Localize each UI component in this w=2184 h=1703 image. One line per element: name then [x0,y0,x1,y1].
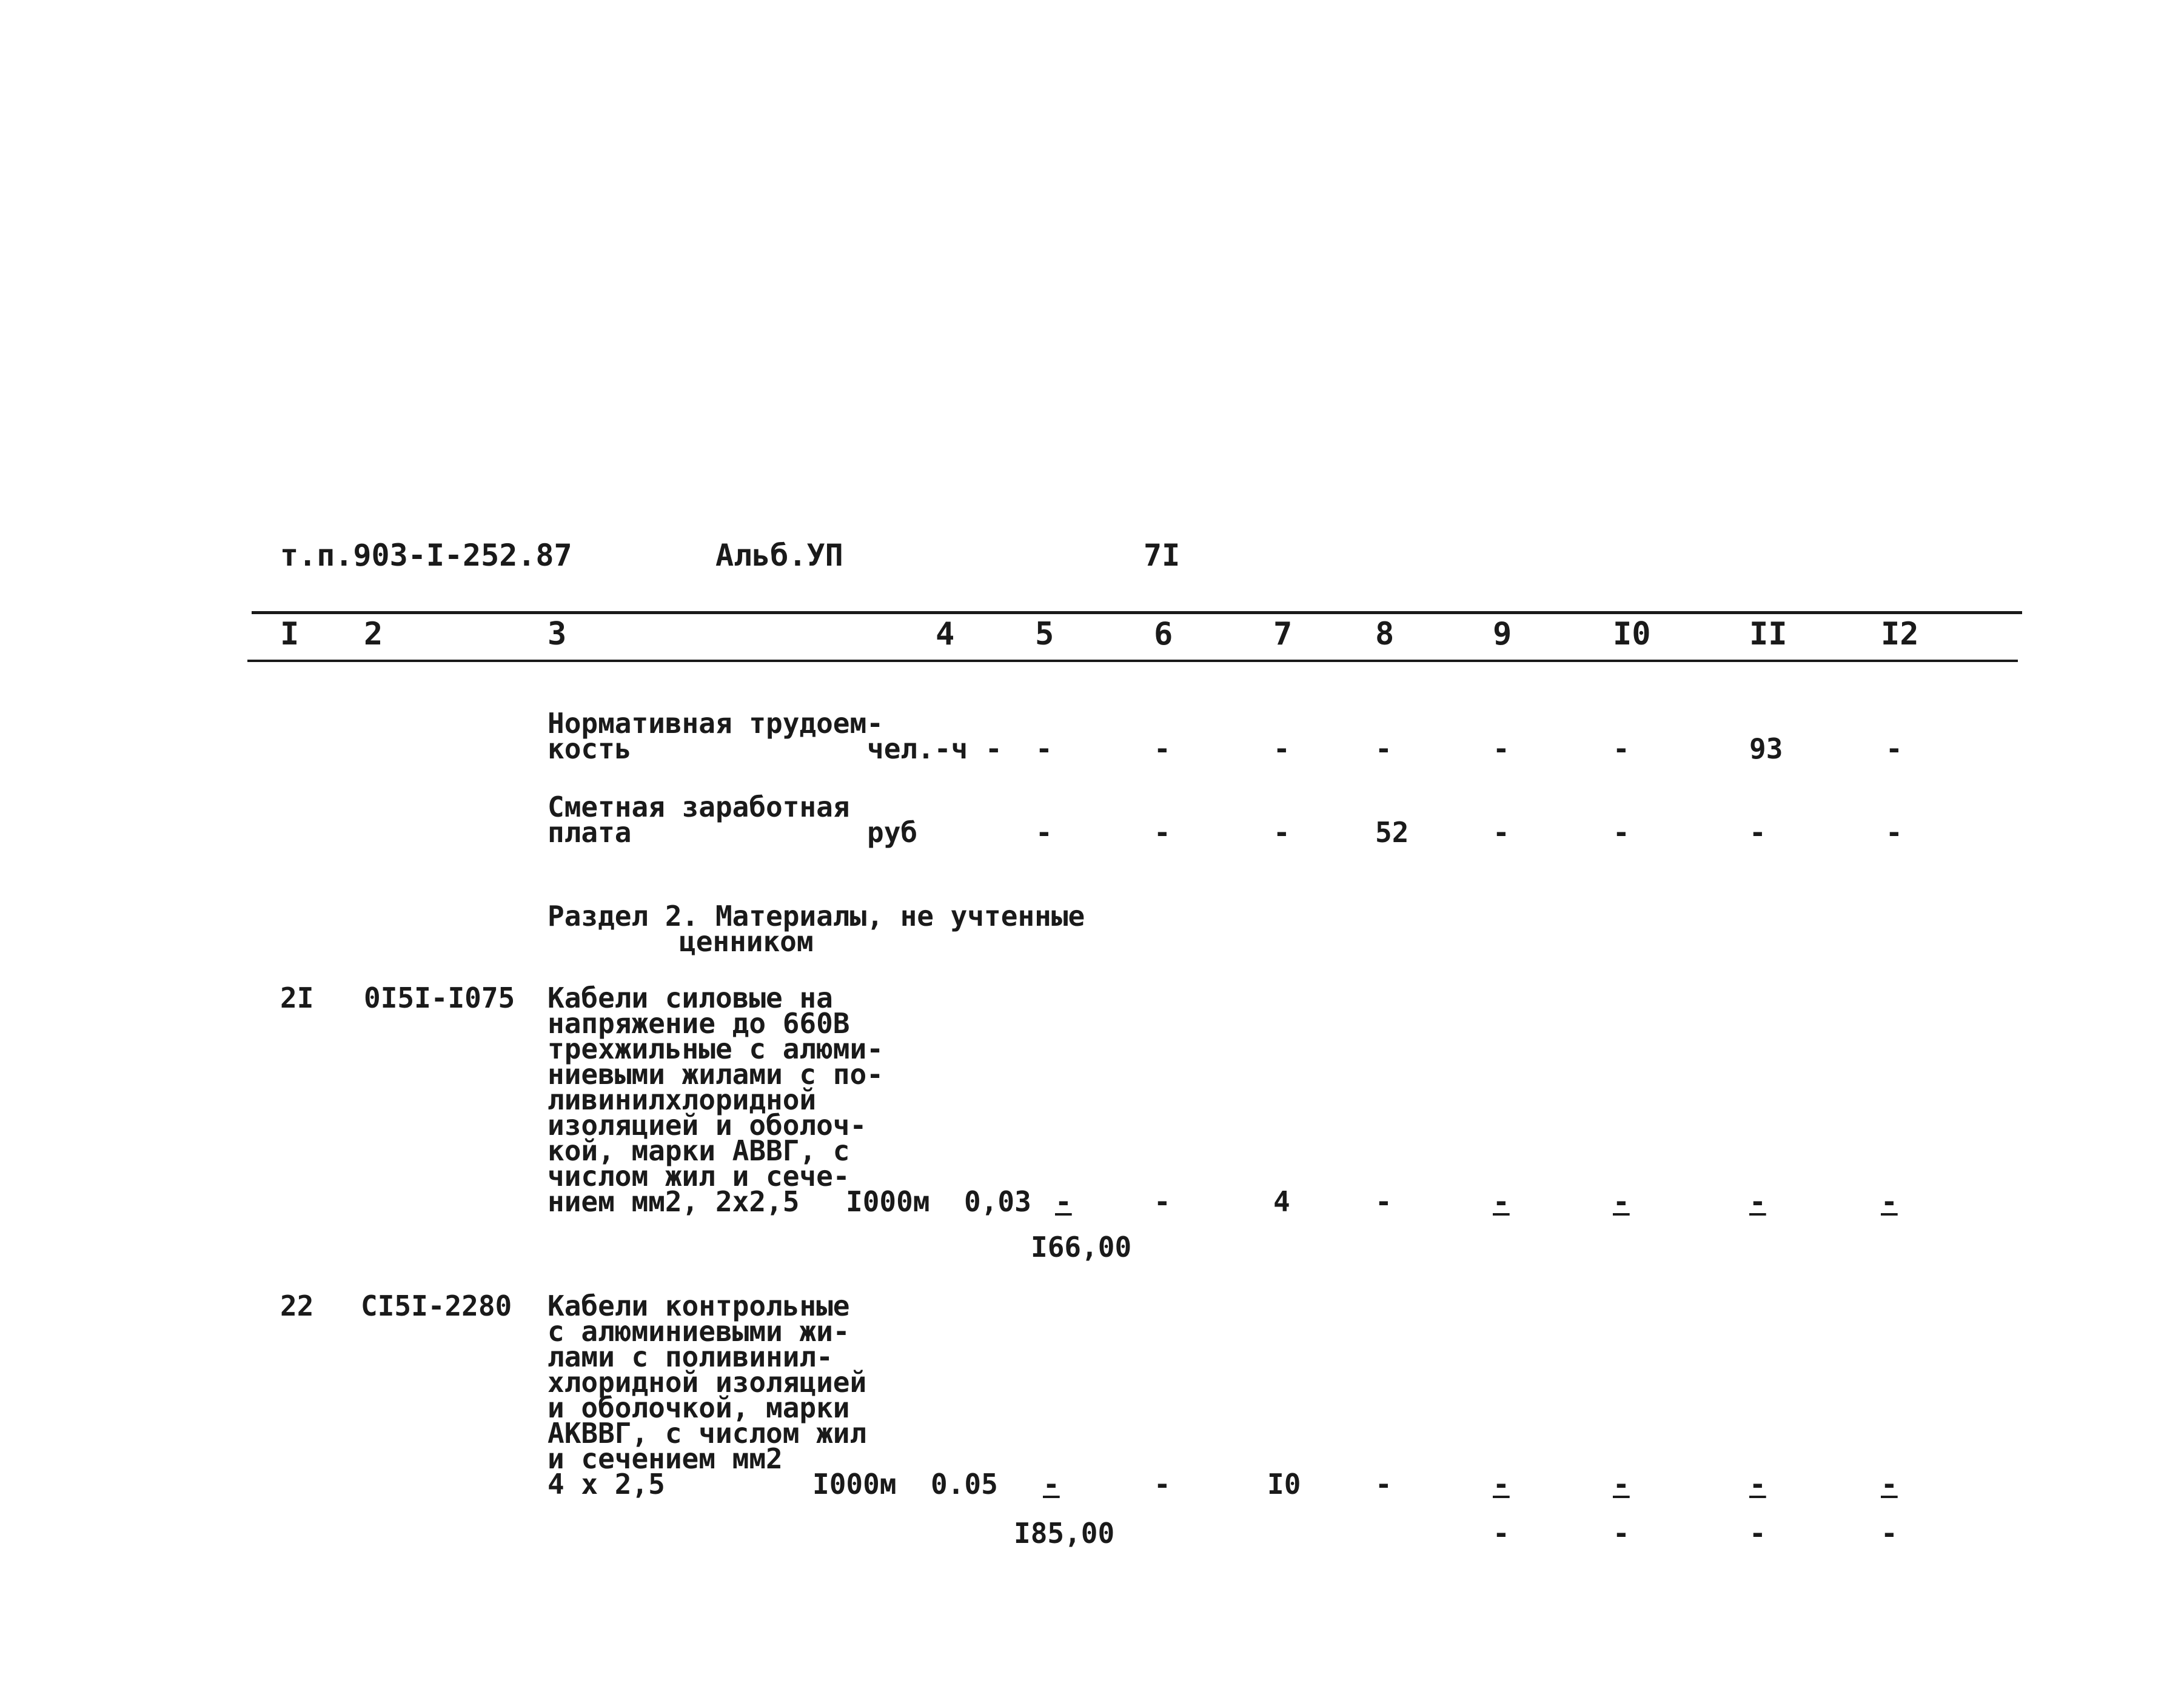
document-code: т.п.903-I-252.87 [280,538,572,573]
r22-c10-bottom: - [1613,1517,1630,1550]
wage-line2: плата [548,816,632,849]
wage-c8: 52 [1375,816,1409,849]
r21-c9: - [1493,1185,1510,1218]
r21-c5-top: - [1055,1185,1072,1218]
col-header-11: II [1749,616,1787,652]
r22-c5-bottom: I85,00 [1014,1517,1115,1550]
col-header-5: 5 [1035,616,1054,652]
wage-c5: - [1036,816,1053,849]
r21-description: Кабели силовые на напряжение до 660В трехжильные с алюми- ниевыми жилами с по- ливинилхлоридной изоляцией и оболоч- кой, марки АВВГ, с числом жил и сече- нием мм2, 2х2,5 [548,982,883,1218]
r21-c8: - [1375,1185,1392,1218]
table-top-rule [252,611,2022,614]
r22-c12-bottom: - [1881,1517,1898,1550]
col-header-1: I [280,616,300,652]
r21-c7: 4 [1273,1185,1290,1218]
wage-c6: - [1154,816,1171,849]
labor-c10: - [1613,732,1630,765]
labor-line2: кость [548,732,632,765]
r22-code: CI5I-2280 [361,1290,512,1322]
r22-c7: I0 [1267,1468,1301,1501]
labor-c5: - [1036,732,1053,765]
r21-c6: - [1154,1185,1171,1218]
section-heading-line1: Раздел 2. Материалы, не учтенные [548,900,1085,932]
wage-c12: - [1886,816,1903,849]
col-header-12: I2 [1881,616,1919,652]
r21-c5-bottom: I66,00 [1031,1231,1132,1263]
col-header-4: 4 [936,616,955,652]
r22-qty: 0.05 [931,1468,998,1501]
r22-num: 22 [280,1290,314,1322]
col-header-7: 7 [1273,616,1293,652]
r21-c10: - [1613,1185,1630,1218]
r21-code: 0I5I-I075 [364,982,515,1014]
labor-unit: чел.-ч [867,732,968,765]
r21-num: 2I [280,982,314,1014]
r21-qty: 0,03 [964,1185,1031,1218]
wage-c11: - [1749,816,1766,849]
table-header-rule [247,660,2018,662]
col-header-9: 9 [1493,616,1512,652]
r21-c11: - [1749,1185,1766,1218]
col-header-3: 3 [548,616,567,652]
r22-c12: - [1881,1468,1898,1501]
r22-description: Кабели контрольные с алюминиевыми жи- лами с поливинил- хлоридной изоляцией и оболочкой, марки АКВВГ, с числом жил и сечением мм2 4 х 2,5 [548,1290,867,1501]
r22-unit: I000м [812,1468,897,1501]
labor-c11: 93 [1749,732,1783,765]
r22-c5-top: - [1043,1468,1060,1501]
album-label: Альб.УП [715,538,843,573]
col-header-10: I0 [1613,616,1651,652]
section-heading-line2: ценником [679,925,814,958]
r22-c6: - [1154,1468,1171,1501]
wage-c10: - [1613,816,1630,849]
wage-line1: Сметная заработная [548,791,850,823]
col-header-8: 8 [1375,616,1395,652]
wage-c9: - [1493,816,1510,849]
wage-unit: руб [867,816,918,849]
r22-c10: - [1613,1468,1630,1501]
r22-c11-bottom: - [1749,1517,1766,1550]
page-number: 7I [1144,538,1181,573]
labor-line1: Нормативная трудоем- [548,707,883,740]
r22-c9-bottom: - [1493,1517,1510,1550]
labor-c8: - [1375,732,1392,765]
col-header-6: 6 [1154,616,1173,652]
labor-c6: - [1154,732,1171,765]
r22-c8: - [1375,1468,1392,1501]
labor-c12: - [1886,732,1903,765]
labor-c4: - [985,732,1002,765]
r21-unit: I000м [846,1185,930,1218]
r22-c9: - [1493,1468,1510,1501]
labor-c9: - [1493,732,1510,765]
labor-c7: - [1273,732,1290,765]
r21-c12: - [1881,1185,1898,1218]
r22-c11: - [1749,1468,1766,1501]
wage-c7: - [1273,816,1290,849]
col-header-2: 2 [364,616,383,652]
